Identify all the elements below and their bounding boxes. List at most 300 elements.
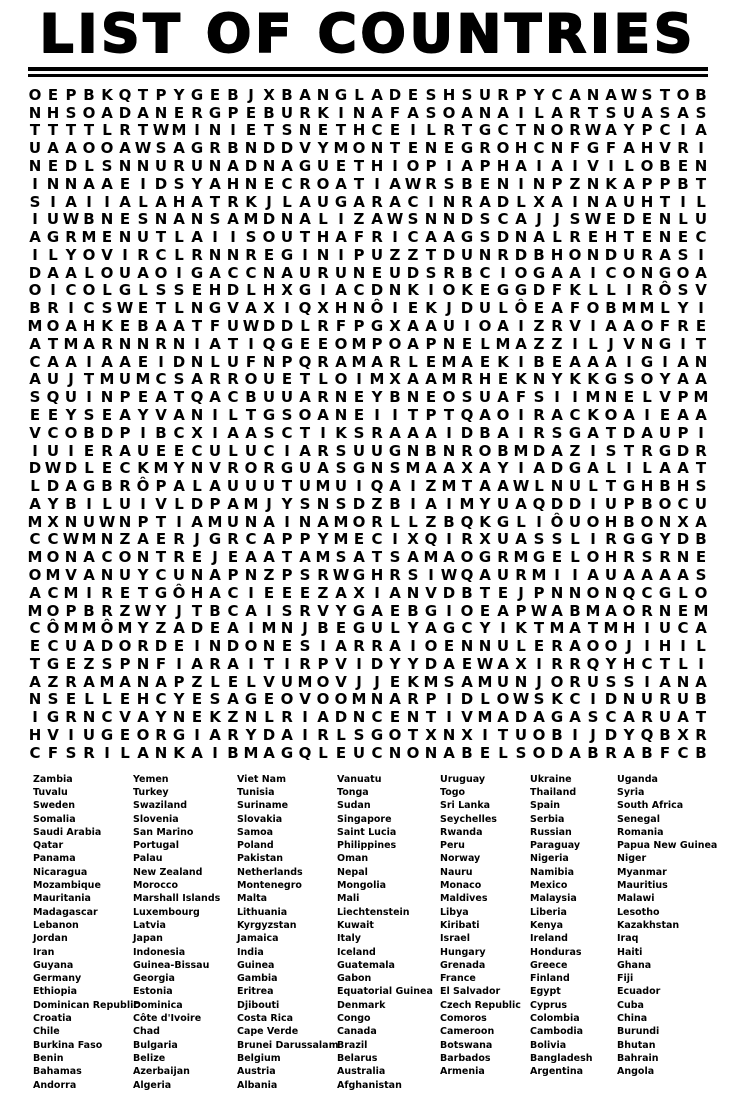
country-item: Myanmar (617, 866, 667, 878)
country-item: Benin (33, 1052, 64, 1064)
grid-letter: R (371, 512, 383, 531)
grid-letter: Z (425, 512, 437, 531)
grid-letter: U (244, 441, 258, 460)
country-item: Finland (530, 973, 570, 985)
grid-letter: N (100, 210, 114, 229)
grid-letter: R (641, 245, 653, 264)
grid-letter: G (658, 441, 672, 460)
grid-letter: D (550, 459, 564, 478)
country-item: Albania (237, 1079, 278, 1091)
grid-letter: N (352, 263, 366, 282)
grid-letter: U (118, 494, 132, 513)
country-item: Israel (440, 933, 470, 945)
grid-letter: I (50, 281, 56, 300)
grid-letter: T (515, 121, 527, 140)
country-item: Philippines (337, 840, 397, 852)
grid-letter: L (606, 459, 616, 478)
country-item: Honduras (530, 946, 582, 958)
grid-letter: N (640, 334, 654, 353)
grid-letter: S (605, 441, 617, 460)
grid-letter: B (623, 512, 635, 531)
country-item: Poland (237, 840, 274, 852)
grid-letter: I (320, 637, 326, 656)
grid-letter: A (281, 157, 293, 176)
grid-letter: G (622, 477, 636, 496)
grid-letter: X (353, 583, 365, 602)
grid-letter: A (497, 708, 509, 727)
grid-letter: S (533, 388, 545, 407)
grid-letter: H (28, 726, 42, 745)
grid-letter: E (137, 352, 149, 371)
country-item: Pakistan (237, 853, 284, 865)
grid-letter: C (677, 743, 689, 762)
grid-letter: A (479, 565, 491, 584)
grid-letter: T (659, 192, 671, 211)
grid-letter: P (317, 654, 329, 673)
grid-letter: N (478, 637, 492, 656)
grid-letter: G (496, 281, 510, 300)
grid-letter: Ô (550, 512, 564, 531)
grid-letter: B (461, 583, 473, 602)
grid-letter: A (335, 583, 347, 602)
grid-letter: L (102, 121, 112, 140)
grid-letter: U (226, 317, 240, 336)
grid-letter: R (461, 441, 473, 460)
grid-letter: C (227, 263, 239, 282)
grid-letter: I (86, 352, 92, 371)
grid-letter: C (47, 423, 59, 442)
country-item: Thailand (530, 786, 577, 798)
grid-letter: G (658, 583, 672, 602)
grid-letter: B (695, 743, 707, 762)
grid-letter: R (65, 672, 77, 691)
grid-letter: X (281, 281, 293, 300)
grid-row (26, 139, 710, 157)
grid-letter: G (388, 441, 402, 460)
grid-letter: U (280, 228, 294, 247)
grid-letter: N (244, 512, 258, 531)
grid-letter: T (659, 654, 671, 673)
grid-letter: S (173, 370, 185, 389)
grid-letter: A (515, 530, 527, 549)
grid-letter: R (317, 388, 329, 407)
grid-letter: G (640, 352, 654, 371)
grid-letter: I (644, 637, 650, 656)
grid-letter: O (82, 281, 96, 300)
grid-letter: I (32, 441, 38, 460)
grid-letter: N (658, 512, 672, 531)
grid-letter: N (100, 530, 114, 549)
grid-letter: A (83, 565, 95, 584)
grid-letter: U (604, 565, 618, 584)
grid-letter: E (623, 388, 635, 407)
grid-letter: E (173, 103, 185, 122)
grid-letter: P (155, 477, 167, 496)
grid-letter: M (351, 690, 367, 709)
grid-letter: X (677, 726, 689, 745)
grid-letter: M (27, 601, 43, 620)
country-item: Marshall Islands (133, 893, 221, 905)
grid-letter: I (464, 317, 470, 336)
grid-letter: X (407, 530, 419, 549)
grid-letter: C (407, 192, 419, 211)
grid-letter: D (676, 530, 690, 549)
country-item: San Marino (133, 826, 194, 838)
grid-letter: Q (586, 654, 600, 673)
grid-letter: A (425, 619, 437, 638)
grid-letter: U (622, 103, 636, 122)
grid-letter: P (119, 654, 131, 673)
grid-letter: A (695, 672, 707, 691)
grid-letter: C (497, 121, 509, 140)
grid-letter: S (443, 672, 455, 691)
country-item: Dominican Republic (33, 999, 139, 1011)
grid-letter: I (86, 494, 92, 513)
grid-letter: R (101, 601, 113, 620)
grid-letter: V (155, 405, 167, 424)
grid-row (26, 548, 710, 566)
grid-letter: R (695, 441, 707, 460)
grid-letter: A (461, 103, 473, 122)
country-item: Georgia (133, 973, 175, 985)
grid-letter: S (281, 601, 293, 620)
grid-letter: F (245, 352, 257, 371)
grid-letter: D (514, 245, 528, 264)
grid-letter: R (659, 690, 671, 709)
grid-letter: V (695, 281, 707, 300)
grid-letter: D (190, 619, 204, 638)
grid-letter: Q (118, 85, 132, 104)
grid-letter: N (136, 548, 150, 567)
grid-letter: W (44, 459, 62, 478)
country-column (530, 773, 617, 1092)
grid-letter: O (640, 157, 654, 176)
grid-letter: T (623, 228, 635, 247)
grid-letter: M (315, 548, 331, 567)
grid-letter: R (533, 405, 545, 424)
grid-letter: P (119, 388, 131, 407)
grid-letter: E (443, 139, 455, 158)
grid-letter: A (389, 477, 401, 496)
grid-letter: L (480, 690, 490, 709)
grid-letter: E (497, 583, 509, 602)
grid-letter: C (695, 228, 707, 247)
grid-letter: B (659, 157, 671, 176)
grid-letter: U (640, 690, 654, 709)
grid-letter: I (644, 405, 650, 424)
grid-letter: E (173, 441, 185, 460)
country-item: South Africa (617, 800, 684, 812)
country-item: Singapore (337, 813, 392, 825)
grid-letter: N (226, 245, 240, 264)
grid-letter: D (676, 441, 690, 460)
grid-letter: I (662, 352, 668, 371)
grid-letter: K (461, 281, 473, 300)
grid-letter: G (154, 583, 168, 602)
grid-letter: S (407, 565, 419, 584)
grid-letter: J (608, 334, 614, 353)
grid-letter: E (335, 157, 347, 176)
grid-letter: J (446, 299, 452, 318)
grid-letter: F (155, 654, 167, 673)
grid-letter: O (622, 601, 636, 620)
grid-letter: B (83, 210, 95, 229)
grid-letter: J (536, 672, 542, 691)
grid-row (26, 86, 710, 104)
grid-letter: Y (137, 405, 149, 424)
grid-letter: U (82, 726, 96, 745)
grid-letter: L (498, 743, 508, 762)
grid-letter: N (370, 139, 384, 158)
grid-letter: M (441, 352, 457, 371)
grid-row (26, 228, 710, 246)
grid-letter: Ô (46, 619, 60, 638)
country-item: Egypt (530, 986, 561, 998)
grid-letter: E (407, 139, 419, 158)
country-item: Barbados (440, 1052, 491, 1064)
grid-letter: S (335, 494, 347, 513)
grid-letter: H (622, 619, 636, 638)
grid-letter: L (426, 121, 436, 140)
grid-letter: L (192, 477, 202, 496)
grid-letter: D (568, 494, 582, 513)
grid-letter: U (496, 494, 510, 513)
grid-letter: A (443, 459, 455, 478)
grid-letter: N (280, 619, 294, 638)
grid-letter: D (244, 157, 258, 176)
grid-letter: I (554, 388, 560, 407)
grid-letter: A (83, 637, 95, 656)
grid-letter: S (299, 494, 311, 513)
grid-letter: O (118, 548, 132, 567)
grid-letter: L (84, 690, 94, 709)
grid-letter: R (533, 423, 545, 442)
grid-letter: K (335, 423, 347, 442)
grid-letter: N (604, 388, 618, 407)
grid-letter: I (86, 388, 92, 407)
grid-letter: K (587, 370, 599, 389)
grid-letter: A (443, 743, 455, 762)
grid-letter: G (352, 459, 366, 478)
grid-letter: U (658, 708, 672, 727)
grid-letter: Y (623, 121, 635, 140)
grid-letter: N (64, 512, 78, 531)
grid-letter: A (497, 477, 509, 496)
country-item: Armenia (440, 1066, 485, 1078)
grid-letter: B (29, 299, 41, 318)
grid-letter: T (155, 228, 167, 247)
grid-letter: I (590, 690, 596, 709)
grid-letter: A (407, 334, 419, 353)
grid-letter: A (245, 423, 257, 442)
grid-letter: A (155, 672, 167, 691)
grid-letter: T (659, 85, 671, 104)
country-item: Samoa (237, 826, 274, 838)
grid-letter: D (388, 85, 402, 104)
grid-letter: O (244, 459, 258, 478)
grid-letter: B (209, 601, 221, 620)
grid-letter: S (461, 85, 473, 104)
grid-letter: M (243, 210, 259, 229)
country-item: Swaziland (133, 800, 188, 812)
grid-letter: R (209, 139, 221, 158)
grid-letter: A (65, 139, 77, 158)
grid-letter: A (569, 743, 581, 762)
grid-letter: U (172, 565, 186, 584)
country-item: Lebanon (33, 919, 79, 931)
grid-letter: N (532, 121, 546, 140)
grid-letter: L (228, 441, 238, 460)
grid-row (26, 708, 710, 726)
grid-letter: F (659, 743, 671, 762)
grid-letter: M (423, 672, 439, 691)
country-item: Serbia (530, 813, 565, 825)
country-item: Sweden (33, 800, 76, 812)
country-item: Jamaica (237, 933, 279, 945)
grid-letter: E (605, 210, 617, 229)
grid-letter: K (587, 405, 599, 424)
grid-row (26, 531, 710, 549)
grid-letter: A (83, 672, 95, 691)
grid-letter: B (497, 441, 509, 460)
grid-letter: N (352, 708, 366, 727)
grid-letter: T (533, 619, 545, 638)
grid-letter: Ô (370, 299, 384, 318)
grid-row (26, 602, 710, 620)
grid-letter: K (479, 512, 491, 531)
grid-letter: X (263, 299, 275, 318)
grid-letter: A (515, 334, 527, 353)
grid-letter: N (514, 228, 528, 247)
grid-letter: I (536, 157, 542, 176)
grid-letter: I (518, 352, 524, 371)
country-item: Morocco (133, 880, 178, 892)
grid-letter: P (173, 672, 185, 691)
country-item: Slovakia (237, 813, 283, 825)
grid-letter: G (622, 530, 636, 549)
grid-letter: G (370, 726, 384, 745)
grid-letter: G (262, 405, 276, 424)
grid-letter: N (190, 405, 204, 424)
grid-letter: A (29, 583, 41, 602)
grid-letter: V (209, 459, 221, 478)
grid-letter: Y (407, 619, 419, 638)
grid-letter: C (101, 548, 113, 567)
grid-letter: T (47, 121, 59, 140)
grid-letter: S (137, 210, 149, 229)
grid-letter: E (479, 281, 491, 300)
grid-letter: U (352, 743, 366, 762)
grid-letter: N (280, 210, 294, 229)
grid-letter: R (461, 530, 473, 549)
grid-letter: L (588, 334, 598, 353)
grid-letter: A (389, 583, 401, 602)
grid-letter: I (32, 174, 38, 193)
grid-letter: M (243, 743, 259, 762)
grid-letter: U (208, 441, 222, 460)
country-item: Sri Lanka (440, 800, 491, 812)
grid-letter: S (101, 654, 113, 673)
grid-letter: M (81, 228, 97, 247)
grid-letter: E (119, 317, 131, 336)
country-item: Kiribati (440, 919, 480, 931)
grid-letter: I (446, 690, 452, 709)
grid-letter: I (590, 494, 596, 513)
country-item: Burundi (617, 1026, 660, 1038)
grid-letter: X (533, 192, 545, 211)
grid-letter: A (515, 210, 527, 229)
country-item: El Salvador (440, 986, 501, 998)
grid-letter: N (442, 726, 456, 745)
grid-letter: N (406, 441, 420, 460)
grid-letter: A (371, 85, 383, 104)
grid-letter: E (335, 619, 347, 638)
country-item: Canada (337, 1026, 377, 1038)
grid-letter: P (353, 245, 365, 264)
grid-row (26, 353, 710, 371)
grid-letter: T (263, 121, 275, 140)
grid-letter: A (623, 139, 635, 158)
grid-letter: X (263, 85, 275, 104)
grid-row (26, 335, 710, 353)
grid-letter: I (428, 192, 434, 211)
grid-letter: I (572, 726, 578, 745)
grid-letter: E (191, 708, 203, 727)
grid-letter: N (388, 281, 402, 300)
grid-letter: E (155, 441, 167, 460)
grid-letter: U (658, 619, 672, 638)
grid-letter: H (316, 228, 330, 247)
grid-letter: I (626, 281, 632, 300)
grid-letter: A (47, 352, 59, 371)
grid-letter: W (584, 210, 602, 229)
grid-letter: U (280, 672, 294, 691)
grid-letter: A (227, 690, 239, 709)
grid-letter: L (264, 708, 274, 727)
grid-letter: G (352, 565, 366, 584)
grid-letter: U (190, 157, 204, 176)
grid-letter: M (369, 370, 385, 389)
grid-letter: A (119, 192, 131, 211)
grid-letter: T (605, 423, 617, 442)
grid-letter: R (551, 654, 563, 673)
grid-letter: A (443, 548, 455, 567)
country-item: Gabon (337, 973, 372, 985)
grid-letter: A (515, 494, 527, 513)
grid-letter: M (207, 512, 223, 531)
grid-letter: A (119, 352, 131, 371)
grid-letter: C (461, 619, 473, 638)
grid-letter: O (118, 637, 132, 656)
grid-letter: P (371, 334, 383, 353)
grid-letter: A (551, 601, 563, 620)
grid-letter: H (676, 477, 690, 496)
grid-letter: A (263, 512, 275, 531)
grid-letter: N (568, 583, 582, 602)
grid-letter: U (514, 726, 528, 745)
country-column (133, 773, 237, 1092)
country-item: Seychelles (440, 813, 497, 825)
grid-letter: C (29, 743, 41, 762)
grid-letter: F (659, 317, 671, 336)
grid-letter: A (371, 103, 383, 122)
grid-letter: O (586, 637, 600, 656)
grid-letter: E (191, 690, 203, 709)
grid-letter: O (568, 245, 582, 264)
grid-letter: J (194, 530, 200, 549)
grid-letter: A (353, 548, 365, 567)
grid-letter: I (392, 228, 398, 247)
